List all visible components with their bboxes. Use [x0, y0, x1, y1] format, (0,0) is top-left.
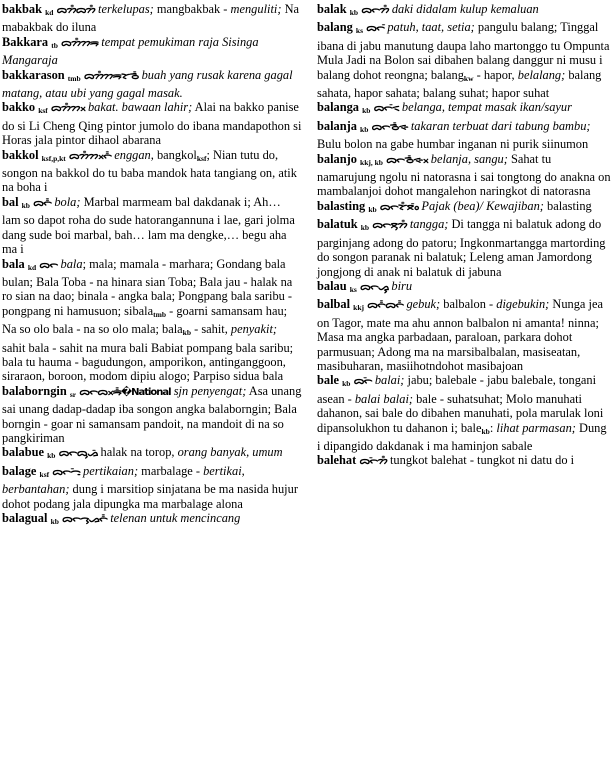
dictionary-entry — [317, 20, 613, 100]
entry-class-tag: kb — [21, 200, 30, 210]
definition-italic: patuh, taat, setia; — [387, 20, 475, 35]
definition-italic: gebuk; — [406, 297, 441, 312]
entry-headword: balanjo — [317, 151, 357, 166]
entry-headword: bal — [2, 194, 19, 209]
definition-italic: orang banyak, umum — [177, 445, 283, 460]
entry-class-tag: kb — [47, 451, 56, 461]
entry-class-tag: ksf — [38, 106, 48, 116]
entry-class-tag: ks — [355, 26, 364, 36]
definition-italic: tangga; — [409, 217, 449, 232]
definition-italic: menguliti; — [230, 2, 282, 16]
entry-class-tag: tmb — [67, 73, 81, 83]
dictionary-entry — [2, 195, 302, 257]
dictionary-entry — [2, 511, 302, 529]
dictionary-entry — [317, 152, 613, 199]
definition-italic: penyakit; — [230, 322, 278, 337]
definition-italic: bakat. bawaan lahir; — [87, 100, 193, 115]
entry-class-tag: kb — [342, 379, 351, 389]
batak-script: ᯅᯞ᯦ — [33, 197, 52, 209]
batak-script: ᯅᯞᯩ — [353, 376, 372, 388]
entry-class-tag: kd — [27, 262, 37, 272]
left-column — [2, 2, 302, 529]
entry-headword: balang — [317, 20, 353, 35]
batak-script: ᯅᯞᯰ — [366, 23, 385, 35]
entry-class-tag: ksf,p,kt — [41, 153, 66, 163]
entry-headword: balbal — [317, 297, 351, 312]
definition-text: Bulu bolon na gabe humbar inganan ni purik siinumon — [317, 137, 589, 152]
definition-text: sahit bala - sahit na mura bali Babiat pompang bala saribu; bala tu hauma - bagudungon, amporikon, antinganggoon, siraraon, boroon, modom dipiu alogo; Parpiso sidua bala — [2, 340, 294, 384]
definition-italic: belanga, tempat masak ikan/sayur — [401, 100, 572, 115]
batak-script: ᯅᯞᯉ᯦ᯐᯬ — [386, 154, 428, 166]
definition-text: - hapor, — [473, 67, 518, 82]
definition-italic: bertikai, berbantahan; — [2, 463, 245, 497]
entry-class-tag: kb — [360, 223, 370, 233]
entry-headword: Bakkara — [2, 34, 49, 49]
batak-script: ᯅᯞ — [39, 259, 58, 271]
definition-text: Dung i dipangido dakdanak i ma haminjon sabale — [317, 420, 607, 453]
entry-headword: balaborngin — [2, 383, 67, 398]
definition-italic: sjn penyengat; — [173, 383, 247, 398]
entry-class-tag: sr — [69, 389, 77, 399]
entry-headword: bala — [2, 256, 25, 271]
definition-text: tungkot balehat - tungkot ni datu do i — [389, 453, 575, 468]
batak-script: ᯅᯞ᯦ᯅᯞ᯦ — [367, 300, 404, 312]
entry-class-tag: kkj — [353, 303, 365, 313]
entry-class-tag: ksf — [39, 469, 50, 479]
definition-text: - sahit, — [191, 322, 231, 337]
dictionary-entry — [317, 100, 613, 118]
definition-italic: pertikaian; — [83, 463, 139, 478]
dictionary-entry — [2, 464, 302, 511]
definition-italic: balai balai; — [354, 391, 414, 406]
definition-italic: tempat pemukiman raja Sisinga Mangaraja — [2, 34, 259, 68]
dictionary-entry — [317, 199, 613, 217]
definition-italic: takaran terbuat dari tabung bambu; — [410, 118, 591, 133]
entry-headword: balanga — [317, 100, 360, 115]
entry-headword: bale — [317, 373, 340, 388]
right-column — [317, 2, 613, 470]
dictionary-entry — [2, 445, 302, 463]
definition-text: : — [489, 420, 497, 435]
dictionary-entry — [317, 2, 613, 20]
inline-class-tag: kw — [463, 73, 474, 83]
dictionary-entry — [2, 257, 302, 384]
batak-script: ᯅᯞᯰᯑ — [373, 103, 399, 115]
dictionary-entry — [2, 148, 302, 195]
dictionary-entry — [317, 119, 613, 152]
definition-italic: lihat parmasan; — [496, 420, 576, 435]
entry-headword: balau — [317, 278, 347, 293]
batak-script: ᯅᯂ᯦ᯂᯒ — [61, 37, 99, 49]
batak-script: ᯅᯂ᯦ᯂᯒᯘᯉ᯦ — [83, 70, 139, 82]
entry-headword: balak — [317, 2, 347, 16]
entry-headword: bakbak — [2, 2, 42, 16]
definition-italic: buah yang rusak karena gagal matang, atau ubi yang gagal masak. — [2, 67, 293, 101]
entry-class-tag: kb — [50, 517, 59, 526]
definition-text: - goarni samansam hau; Na so olo bala - na so olo mala; bala — [2, 303, 288, 337]
definition-text: Asa unang sai unang dadap-dadap iba songon angka balaborngin; Bala borngin - goar ni samansam pandoit, na mandoit di na so pangkiriman — [2, 383, 302, 445]
definition-italic: belalang; — [517, 67, 566, 82]
dictionary-entry — [317, 297, 613, 373]
inline-class-tag: kb — [182, 328, 191, 338]
entry-headword: bakko — [2, 100, 36, 115]
dictionary-entry — [317, 373, 613, 453]
definition-text: Sahat tu namarujung ngolu ni natorasna i sai tongtong do anakna on mambalanjoi dohot mangalehon naringkot di natorasna — [317, 151, 611, 199]
dictionary-entry — [2, 100, 302, 147]
dictionary-entry — [317, 217, 613, 279]
inline-class-tag: kb — [481, 426, 490, 436]
definition-italic: digebukin; — [496, 297, 550, 312]
definition-italic: belanja, sangu; — [430, 151, 508, 166]
entry-headword: balanja — [317, 118, 357, 133]
definition-text: bangkol — [153, 147, 197, 162]
dictionary-entry — [317, 453, 613, 469]
definition-text: marbalage - — [138, 463, 204, 478]
entry-class-tag: ks — [349, 284, 357, 294]
dictionary-entry — [2, 384, 302, 446]
dictionary-entry — [317, 279, 613, 297]
definition-text: ; Nian tutu do, songon na bakkol do tu baba mandok hata tangiang on, atik na boha i — [2, 147, 297, 195]
batak-script: ᯅᯞᯘ᯦ᯖᯪᯰ — [379, 201, 419, 213]
batak-script: ᯅᯂ᯦ᯅᯂ᯦ — [56, 5, 95, 16]
definition-italic: daki didalam kulup kemaluan — [391, 2, 539, 16]
entry-class-tag: kb — [362, 106, 371, 116]
entry-headword: bakkarason — [2, 67, 65, 82]
definition-text: jabu; balebale - jabu balebale, tongani asean - — [317, 373, 597, 406]
batak-script: ᯅᯞᯅᯬᯒ᯦�National — [79, 386, 171, 398]
definition-text: Marbal marmeam bal dakdanak i; Ah… lam so dapot roha do sude hatorangannuna i lae, gari jolma dang sude boi marbal, bah… lam ma dengke,… begu aha ma i — [2, 194, 295, 257]
batak-script: ᯅᯞᯩᯂ᯦ — [359, 456, 387, 468]
entry-class-tag: tb — [51, 40, 58, 50]
definition-italic: bola; — [54, 194, 81, 209]
definition-text: Di tangga ni balatuk adong do parginjang adong do patoru; Ingkonmartangga martording do songon paranak ni balatuk; Leleng aman Jamordong jongjong di anak ni balatuk di jabuna — [317, 217, 606, 279]
definition-italic: bala — [60, 256, 83, 271]
definition-text: Nunga jea on Tagor, mate ma ahu annon balbalon ni amanta! ninna; Masa ma angka parbadaan, paraloan, parkara dohot parmusuan; Adong ma na marsibalbalan, masiseatan, masibuharan, masiihotndohot masibajoan — [317, 297, 603, 373]
entry-headword: balatuk — [317, 217, 358, 232]
entry-headword: balasting — [317, 198, 366, 213]
definition-text: halak na torop, — [100, 445, 178, 460]
entry-class-tag: kb — [368, 204, 377, 214]
definition-italic: Pajak (bea)/ Kewajiban; — [421, 198, 544, 213]
inline-class-tag: tmb — [153, 309, 166, 319]
batak-script: ᯅᯂ᯦ᯂᯬᯞ᯦ — [68, 150, 112, 162]
entry-headword: balabue — [2, 445, 45, 460]
entry-headword: balage — [2, 463, 37, 478]
batak-script: ᯅᯞᯏᯩ — [52, 466, 80, 478]
definition-text: bale - suhatsuhat; Molo manuhati dahanon, sai bale do dibahen manuhati, pola marulak loni dipansolukhon tu dahanon i; bale — [317, 391, 604, 435]
definition-text: Na mabakbak do iluna — [2, 2, 300, 35]
batak-script: ᯅᯂ᯦ᯂᯬ — [50, 103, 85, 115]
definition-italic: enggan, — [114, 147, 154, 162]
inline-class-tag: ksf — [196, 153, 207, 163]
batak-script: ᯅᯞᯀᯮ — [359, 281, 389, 293]
dictionary-entry — [2, 68, 302, 101]
batak-script: ᯅᯞᯖᯮᯂ᯦ — [372, 220, 407, 232]
batak-script: ᯅᯞᯎᯮᯀᯞ᯦ — [62, 514, 108, 525]
definition-italic: terkelupas; — [98, 2, 154, 16]
dictionary-entry — [2, 2, 302, 35]
entry-headword: bakkol — [2, 147, 39, 162]
definition-italic: telenan untuk mencincang — [110, 511, 241, 525]
definition-text: balang sahata, hapor sahata; balang suhat; hapor suhat — [317, 67, 602, 101]
entry-headword: balehat — [317, 453, 357, 468]
batak-script: ᯅᯞᯉ᯦ᯐ — [371, 121, 408, 133]
definition-text: mangbakbak - — [153, 2, 231, 16]
entry-class-tag: kb — [349, 8, 359, 17]
entry-class-tag: kd — [45, 8, 54, 17]
entry-class-tag: kkj, kb — [360, 157, 383, 167]
definition-text: Alai na bakko panise do si Li Cheng Qing pintor jumolo do ibana mandapothon si Horas jala pintor dihaol abarana — [2, 100, 302, 148]
definition-text: pangulu balang; Tinggal ibana di jabu manutung daupa laho martonggo tu Ompunta Mula Jadi na Bolon sai dibahen balang danggur ni musu i balang dohot reongna; balang — [317, 20, 610, 82]
definition-text: balasting — [543, 198, 592, 213]
entry-headword: balagual — [2, 511, 48, 525]
batak-script: ᯅᯞᯂ᯦ — [361, 5, 389, 16]
definition-italic: balai; — [374, 373, 405, 388]
dictionary-entry — [2, 35, 302, 68]
definition-text: ; mala; mamala - marhara; Gondang bala bulan; Bala Toba - na hinara sian Toba; Bala jau - halak na ro sian na dao; binala - angka bala; Pongpang bala saribu - pongpang ni hamusuon; sibala — [2, 256, 293, 318]
batak-script: ᯅᯞᯅᯮᯀᯩ — [58, 448, 98, 460]
definition-text: dung i marsitiop sinjatana be ma nasida hujur dohot podang jala dipungka ma marbalage alona — [2, 482, 298, 511]
entry-class-tag: kb — [360, 124, 369, 134]
definition-text: balbalon - — [440, 297, 497, 312]
definition-italic: biru — [391, 278, 413, 293]
